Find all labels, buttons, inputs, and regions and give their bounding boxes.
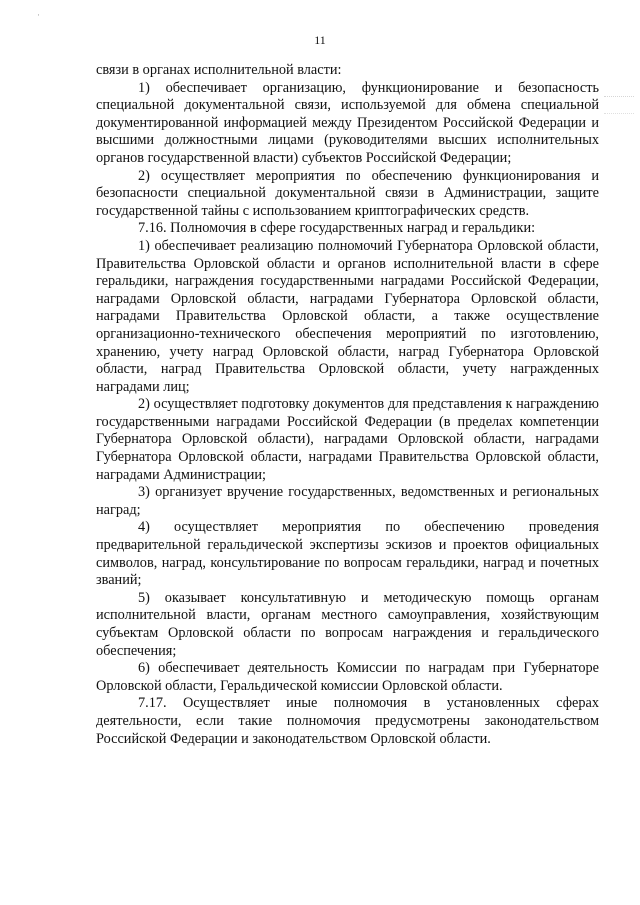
section-heading-7-16: 7.16. Полномочия в сфере государственных наград и геральдики:	[138, 220, 536, 237]
paragraph-7-16-6: 6) обеспечивает деятельность Комиссии по наградам при Губернаторе Орловской области, Геральдической комиссии Орловской области.	[96, 660, 599, 694]
paragraph-7-16-3: 3) организует вручение государственных, ведомственных и региональных наград;	[96, 484, 599, 518]
section-7-17: 7.17. Осуществляет иные полномочия в установленных сферах деятельности, если такие полномочия предусмотрены законодательством Российской Федерации и законодательством Орловской области.	[96, 695, 599, 747]
paragraph-7-16-4: 4) осуществляет мероприятия по обеспечению проведения предварительной геральдической экспертизы эскизов и проектов официальных символов, наград, консультирование по вопросам геральдики, наград и почетных званий;	[96, 519, 599, 589]
paragraph-2: 2) осуществляет мероприятия по обеспечению функционирования и безопасности специальной документальной связи в Администрации, защите государственной тайны с использованием криптографических средств.	[96, 167, 599, 219]
scan-corner-mark: ·	[37, 10, 40, 20]
paragraph-continuation: связи в органах исполнительной власти:	[96, 62, 342, 78]
scan-margin-mark	[604, 96, 634, 114]
paragraph-7-16-5: 5) оказывает консультативную и методическую помощь органам исполнительной власти, органам местного самоуправления, хозяйствующим субъектам Орловской области по вопросам награждения и геральдического обеспечения;	[96, 589, 599, 659]
document-body	[96, 62, 599, 748]
page-number: 11	[314, 33, 326, 47]
paragraph-7-16-1: 1) обеспечивает реализацию полномочий Губернатора Орловской области, Правительства Орловской области и органов исполнительной власти в сфере геральдики, награждения государственными наградами Российской Федерации, наградами Орловской области, наградами Губернатора Орловской области, наградами Правительства Орловской области, а также осуществление организационно-технического обеспечения мероприятий по изготовлению, хранению, учету наград Орловской области, наград Губернатора Орловской области, наград Правительства Орловской области, учету награжденных наградами лиц;	[96, 237, 599, 395]
paragraph-1: 1) обеспечивает организацию, функционирование и безопасность специальной документальной связи, используемой для обмена специальной документированной информацией между Президентом Российской Федерации и высшими должностными лицами (руководителями высших исполнительных органов государственной власти) субъектов Российской Федерации;	[96, 79, 599, 166]
paragraph-7-16-2: 2) осуществляет подготовку документов для представления к награждению государственными наградами Российской Федерации (в пределах компетенции Губернатора Орловской области), наградами Орловской области, наградами Губернатора Орловской области, наградами Правительства Орловской области, наградами Администрации;	[96, 396, 599, 483]
